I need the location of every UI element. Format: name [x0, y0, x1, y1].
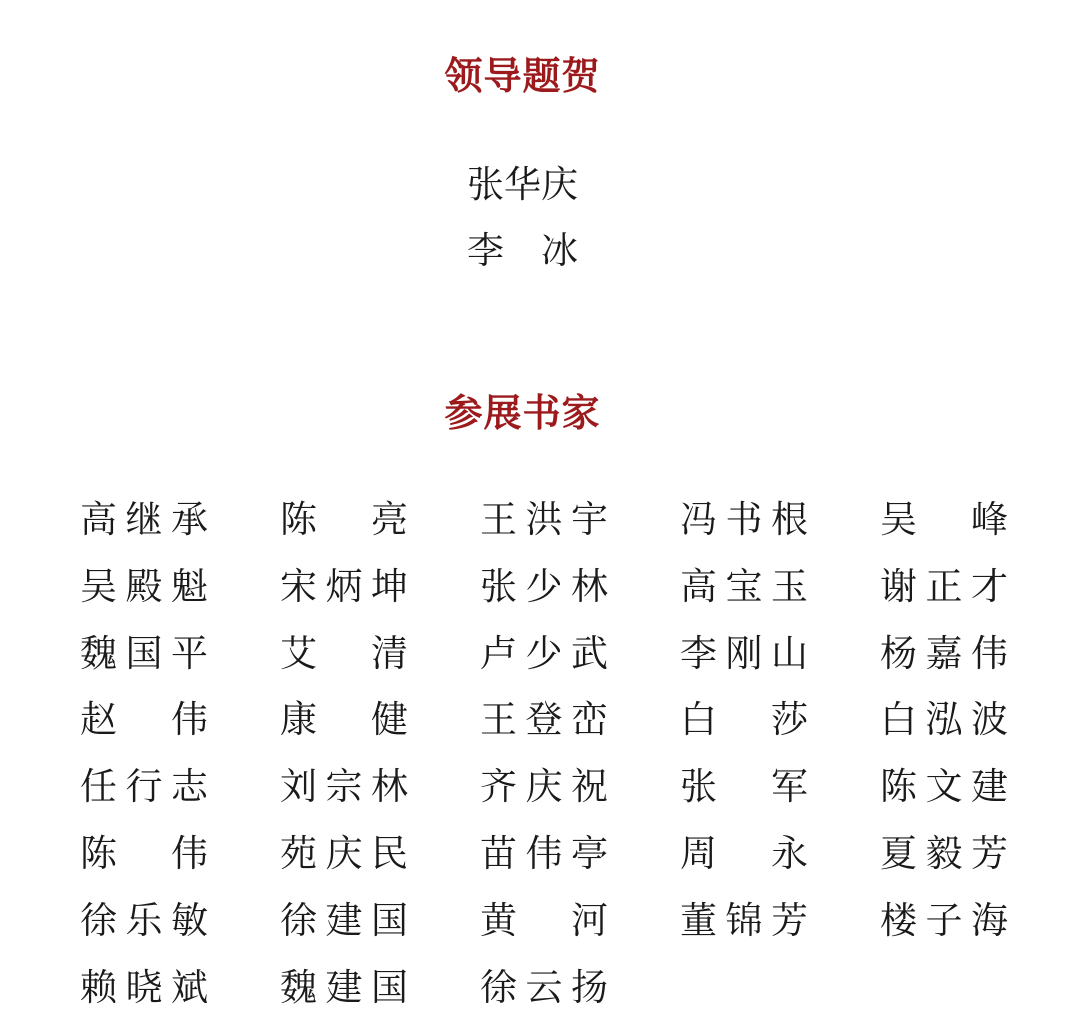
artist-name-char: 吴 [80, 564, 117, 608]
artist-name [680, 832, 808, 876]
artist-name-char: 苗 [480, 831, 517, 875]
artist-name [880, 632, 1008, 676]
artist-name-char: 徐 [80, 898, 117, 942]
artist-name [280, 565, 408, 609]
artist-name [80, 565, 208, 609]
artist-name [280, 632, 408, 676]
artist-name-char: 继 [125, 498, 163, 541]
artist-name-char: 徐 [280, 898, 317, 942]
artist-name-char: 宋 [280, 564, 317, 608]
artist-name-char: 承 [171, 498, 208, 541]
artist-name-char: 伟 [525, 831, 563, 875]
artist-name-char: 武 [571, 631, 608, 675]
artist-name-char: 夏 [880, 831, 917, 875]
artist-name [680, 632, 808, 676]
artist-name [280, 899, 408, 943]
artist-name-char: 根 [771, 498, 808, 541]
artist-name [280, 832, 408, 876]
artist-name-char: 文 [925, 765, 963, 809]
artist-name-char: 任 [80, 765, 117, 809]
artist-name-char: 扬 [571, 965, 608, 1009]
artist-name-char: 芳 [771, 898, 808, 942]
artist-name-char: 芳 [971, 831, 1008, 875]
artist-name-char: 少 [525, 631, 563, 675]
artist-name [80, 899, 208, 943]
artist-name-char: 锦 [725, 898, 763, 942]
artist-name-char: 子 [925, 898, 963, 942]
artist-name [880, 899, 1008, 943]
artist-name-char: 建 [971, 765, 1008, 809]
artist-name-char: 云 [525, 965, 563, 1009]
artist-name-char: 宇 [571, 498, 608, 541]
artist-name-char: 白 [680, 698, 717, 742]
artist-name-char: 亭 [571, 831, 608, 875]
artist-name [480, 765, 608, 809]
artist-name-char: 峦 [571, 698, 608, 742]
artist-name-char: 才 [971, 564, 1008, 608]
artist-name-char: 建 [325, 898, 363, 942]
artist-name [680, 899, 808, 943]
artist-name-char: 志 [171, 765, 208, 809]
artist-name-char: 魏 [80, 631, 117, 675]
artist-name [880, 565, 1008, 609]
artist-name-char: 正 [925, 564, 963, 608]
artist-name-char: 卢 [480, 631, 517, 675]
artist-name-char: 民 [371, 831, 408, 875]
artist-name-char: 齐 [480, 765, 517, 809]
artist-name-char: 周 [680, 831, 717, 875]
artist-name-char: 洪 [525, 498, 563, 541]
artist-name-char: 炳 [325, 564, 363, 608]
artist-name-char: 徐 [480, 965, 517, 1009]
artist-name-char: 赖 [80, 965, 117, 1009]
artist-name-char: 陈 [880, 765, 917, 809]
leader-name: 李 冰 [467, 229, 578, 272]
artist-name-char: 张 [680, 765, 717, 809]
artist-name-char: 杨 [880, 631, 917, 675]
artist-name-char: 行 [125, 765, 163, 809]
artist-name-char: 书 [725, 498, 763, 541]
artist-name-char: 董 [680, 898, 717, 942]
artist-name-char: 高 [680, 564, 717, 608]
artist-name-char: 亮 [371, 498, 408, 541]
artist-name-char: 永 [771, 831, 808, 875]
artist-name [680, 698, 808, 742]
artist-name-char: 玉 [771, 564, 808, 608]
artist-name [280, 966, 408, 1010]
artist-name [880, 498, 1008, 542]
artist-name-char: 陈 [280, 498, 317, 541]
artist-name-char: 登 [525, 698, 563, 742]
artist-name [480, 966, 608, 1010]
artist-name-char: 峰 [971, 498, 1008, 541]
artist-name-char: 王 [480, 698, 517, 742]
artists-section-title: 参展书家 [444, 391, 601, 436]
artist-name-char: 楼 [880, 898, 917, 942]
artist-name-char: 庆 [525, 765, 563, 809]
artist-name-char: 林 [371, 765, 408, 809]
artist-name-char: 海 [971, 898, 1008, 942]
artist-name [480, 698, 608, 742]
artist-name [80, 832, 208, 876]
artist-name-char: 魁 [171, 564, 208, 608]
artist-name-char: 莎 [771, 698, 808, 742]
artist-name-char: 黄 [480, 898, 517, 942]
artist-name [680, 498, 808, 542]
artist-name [80, 765, 208, 809]
artist-name-char: 林 [571, 564, 608, 608]
artist-name-char: 宗 [325, 765, 363, 809]
artist-name [880, 832, 1008, 876]
artist-name-char: 晓 [125, 965, 163, 1009]
artist-name-char: 敏 [171, 898, 208, 942]
artist-name-char: 军 [771, 765, 808, 809]
artist-name-char: 少 [525, 564, 563, 608]
artist-name-char: 建 [325, 965, 363, 1009]
artist-name [480, 498, 608, 542]
artist-name-char: 祝 [571, 765, 608, 809]
artist-name-char: 宝 [725, 564, 763, 608]
artist-name-char: 苑 [280, 831, 317, 875]
artist-name [480, 565, 608, 609]
leaders-section-title: 领导题贺 [444, 54, 601, 99]
artist-name [680, 765, 808, 809]
artist-name [80, 632, 208, 676]
artist-name-char: 波 [971, 698, 1008, 742]
artist-name [280, 698, 408, 742]
artist-name-char: 谢 [880, 564, 917, 608]
artist-grid [80, 498, 1020, 1032]
artist-name [80, 966, 208, 1010]
artist-name-char: 平 [171, 631, 208, 675]
artist-name-char: 张 [480, 564, 517, 608]
artist-name-char: 刚 [725, 631, 763, 675]
artist-name-char: 王 [480, 498, 517, 541]
artist-name [880, 698, 1008, 742]
artist-name-char: 魏 [280, 965, 317, 1009]
artist-name [80, 698, 208, 742]
artist-name-char: 冯 [680, 498, 717, 541]
artist-name-char: 陈 [80, 831, 117, 875]
artist-name-char: 河 [571, 898, 608, 942]
artist-name [480, 632, 608, 676]
artist-name [280, 765, 408, 809]
artist-name-char: 伟 [971, 631, 1008, 675]
artist-name-char: 毅 [925, 831, 963, 875]
artist-name-char: 高 [80, 498, 117, 541]
artist-name-char: 艾 [280, 631, 317, 675]
artist-name-char: 泓 [925, 698, 963, 742]
artist-name [480, 832, 608, 876]
artist-name-char: 斌 [171, 965, 208, 1009]
artist-name-char: 康 [280, 698, 317, 742]
artist-name-char: 嘉 [925, 631, 963, 675]
leader-name: 张华庆 [467, 163, 578, 206]
artist-name [280, 498, 408, 542]
artist-name [480, 899, 608, 943]
artist-name-char: 山 [771, 631, 808, 675]
leader-list [0, 165, 1045, 297]
artist-name-char: 伟 [171, 831, 208, 875]
artist-name-char: 伟 [171, 698, 208, 742]
artist-name-char: 健 [371, 698, 408, 742]
artist-name [680, 565, 808, 609]
artist-name-char: 吴 [880, 498, 917, 541]
artist-name-char: 庆 [325, 831, 363, 875]
artist-name-char: 李 [680, 631, 717, 675]
artist-name-char: 殿 [125, 564, 163, 608]
artist-name [880, 765, 1008, 809]
artist-name-char: 国 [371, 898, 408, 942]
artist-name-char: 乐 [125, 898, 163, 942]
artist-name-char: 白 [880, 698, 917, 742]
artist-name-char: 国 [371, 965, 408, 1009]
artist-name-char: 清 [371, 631, 408, 675]
artist-name [80, 498, 208, 542]
artist-name-char: 刘 [280, 765, 317, 809]
artist-name-char: 赵 [80, 698, 117, 742]
artist-name-char: 国 [125, 631, 163, 675]
artist-name-char: 坤 [371, 564, 408, 608]
